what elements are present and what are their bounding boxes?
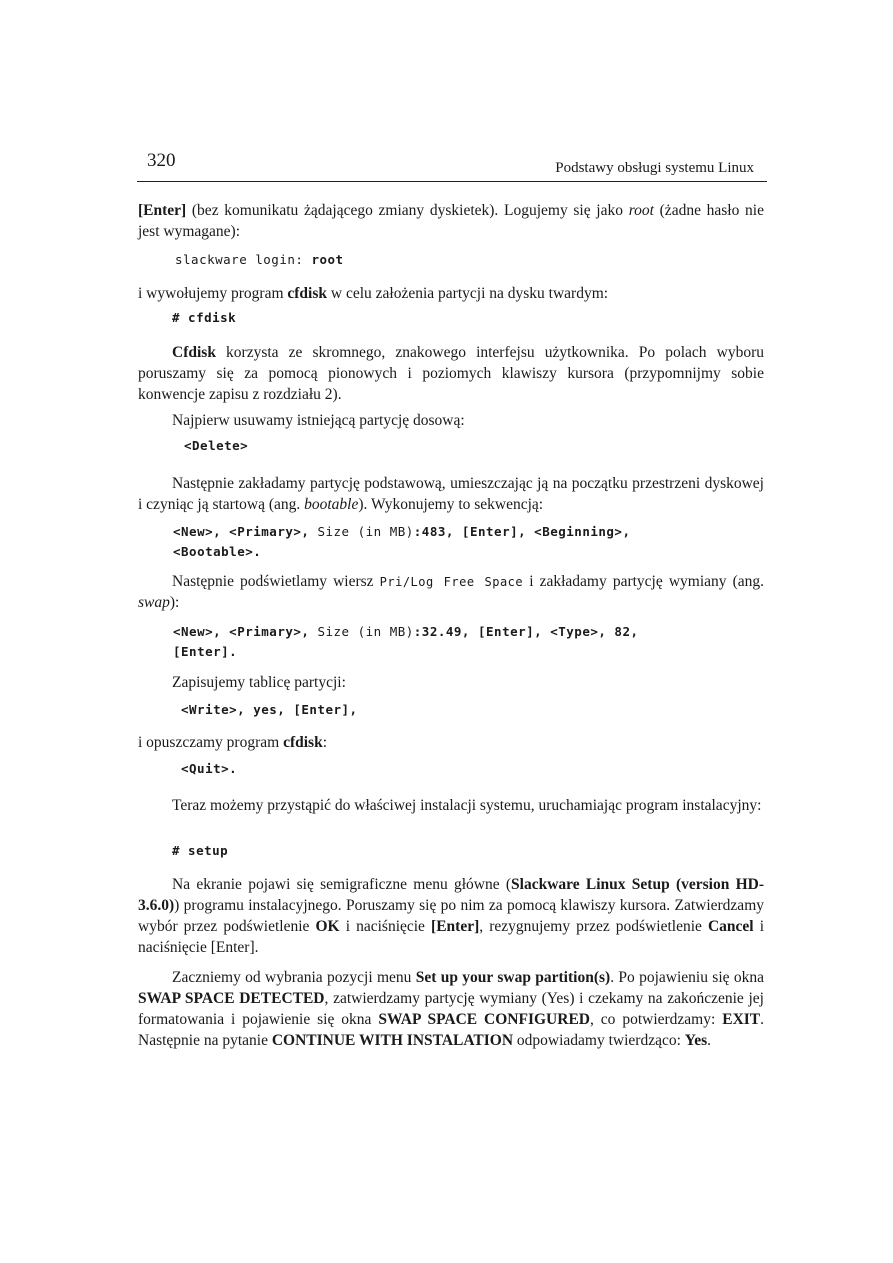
code-quit: <Quit>. xyxy=(181,761,238,776)
code-new-primary: <New>, <Primary>, Size (in MB):483, [Enter], <Beginning>, <Bootable>. xyxy=(173,524,631,559)
code-setup: # setup xyxy=(172,843,229,858)
paragraph-3: Cfdisk korzysta ze skromnego, znakowego interfejsu użytkownika. Po polach wyboru poruszamy się za pomocą pionowych i poziomych klawiszy kursora (przypomnijmy sobie konwencje zapisu z rozdziału 2). xyxy=(138,344,764,403)
code-cfdisk: # cfdisk xyxy=(172,310,237,325)
code-swap: <New>, <Primary>, Size (in MB):32.49, [Enter], <Type>, 82, [Enter]. xyxy=(173,624,639,659)
running-title: Podstawy obsługi systemu Linux xyxy=(555,160,754,176)
header-rule xyxy=(137,181,767,182)
paragraph-10: Na ekranie pojawi się semigraficzne menu główne (Slackware Linux Setup (version HD-3.6.0)) programu instalacyjnego. Poruszamy się po nim za pomocą klawiszy kursora. Zatwierdzamy wybór przez podświetlenie OK i naciśnięcie [Enter], rezygnujemy przez podświetlenie Cancel i naciśnięcie [Enter]. xyxy=(138,876,765,956)
paragraph-4: Najpierw usuwamy istniejącą partycję dosową: xyxy=(172,412,465,429)
code-write: <Write>, yes, [Enter], xyxy=(181,702,358,717)
paragraph-1: [Enter] (bez komunikatu żądającego zmiany dyskietek). Logujemy się jako root (żadne hasło nie jest wymagane): xyxy=(138,202,764,240)
page-number: 320 xyxy=(147,150,176,171)
paragraph-11: Zaczniemy od wybrania pozycji menu Set up your swap partition(s). Po pojawieniu się okna SWAP SPACE DETECTED, zatwierdzamy partycję wymiany (Yes) i czekamy na zakończenie jej formatowania i pojawienie się okna SWAP SPACE CONFIGURED, co potwierdzamy: EXIT. Następnie na pytanie CONTINUE WITH INSTALATION odpowiadamy twierdząco: Yes. xyxy=(138,969,765,1049)
paragraph-2: i wywołujemy program cfdisk w celu założenia partycji na dysku twardym: xyxy=(138,285,609,302)
code-delete: <Delete> xyxy=(184,438,249,453)
root-term: root xyxy=(628,202,654,219)
key-enter: [Enter] xyxy=(138,202,187,219)
paragraph-8: i opuszczamy program cfdisk: xyxy=(138,734,327,751)
code-login: slackware login: root xyxy=(175,252,344,267)
paragraph-6: Następnie podświetlamy wiersz Pri/Log Free Space i zakładamy partycję wymiany (ang. swap): xyxy=(138,573,765,611)
paragraph-7: Zapisujemy tablicę partycji: xyxy=(172,674,346,691)
paragraph-5: Następnie zakładamy partycję podstawową, umieszczając ją na początku przestrzeni dyskowej i czyniąc ją startową (ang. bootable). Wykonujemy to sekwencją: xyxy=(138,475,764,513)
paragraph-9: Teraz możemy przystąpić do właściwej instalacji systemu, uruchamiając program instalacyjny: xyxy=(172,797,762,814)
